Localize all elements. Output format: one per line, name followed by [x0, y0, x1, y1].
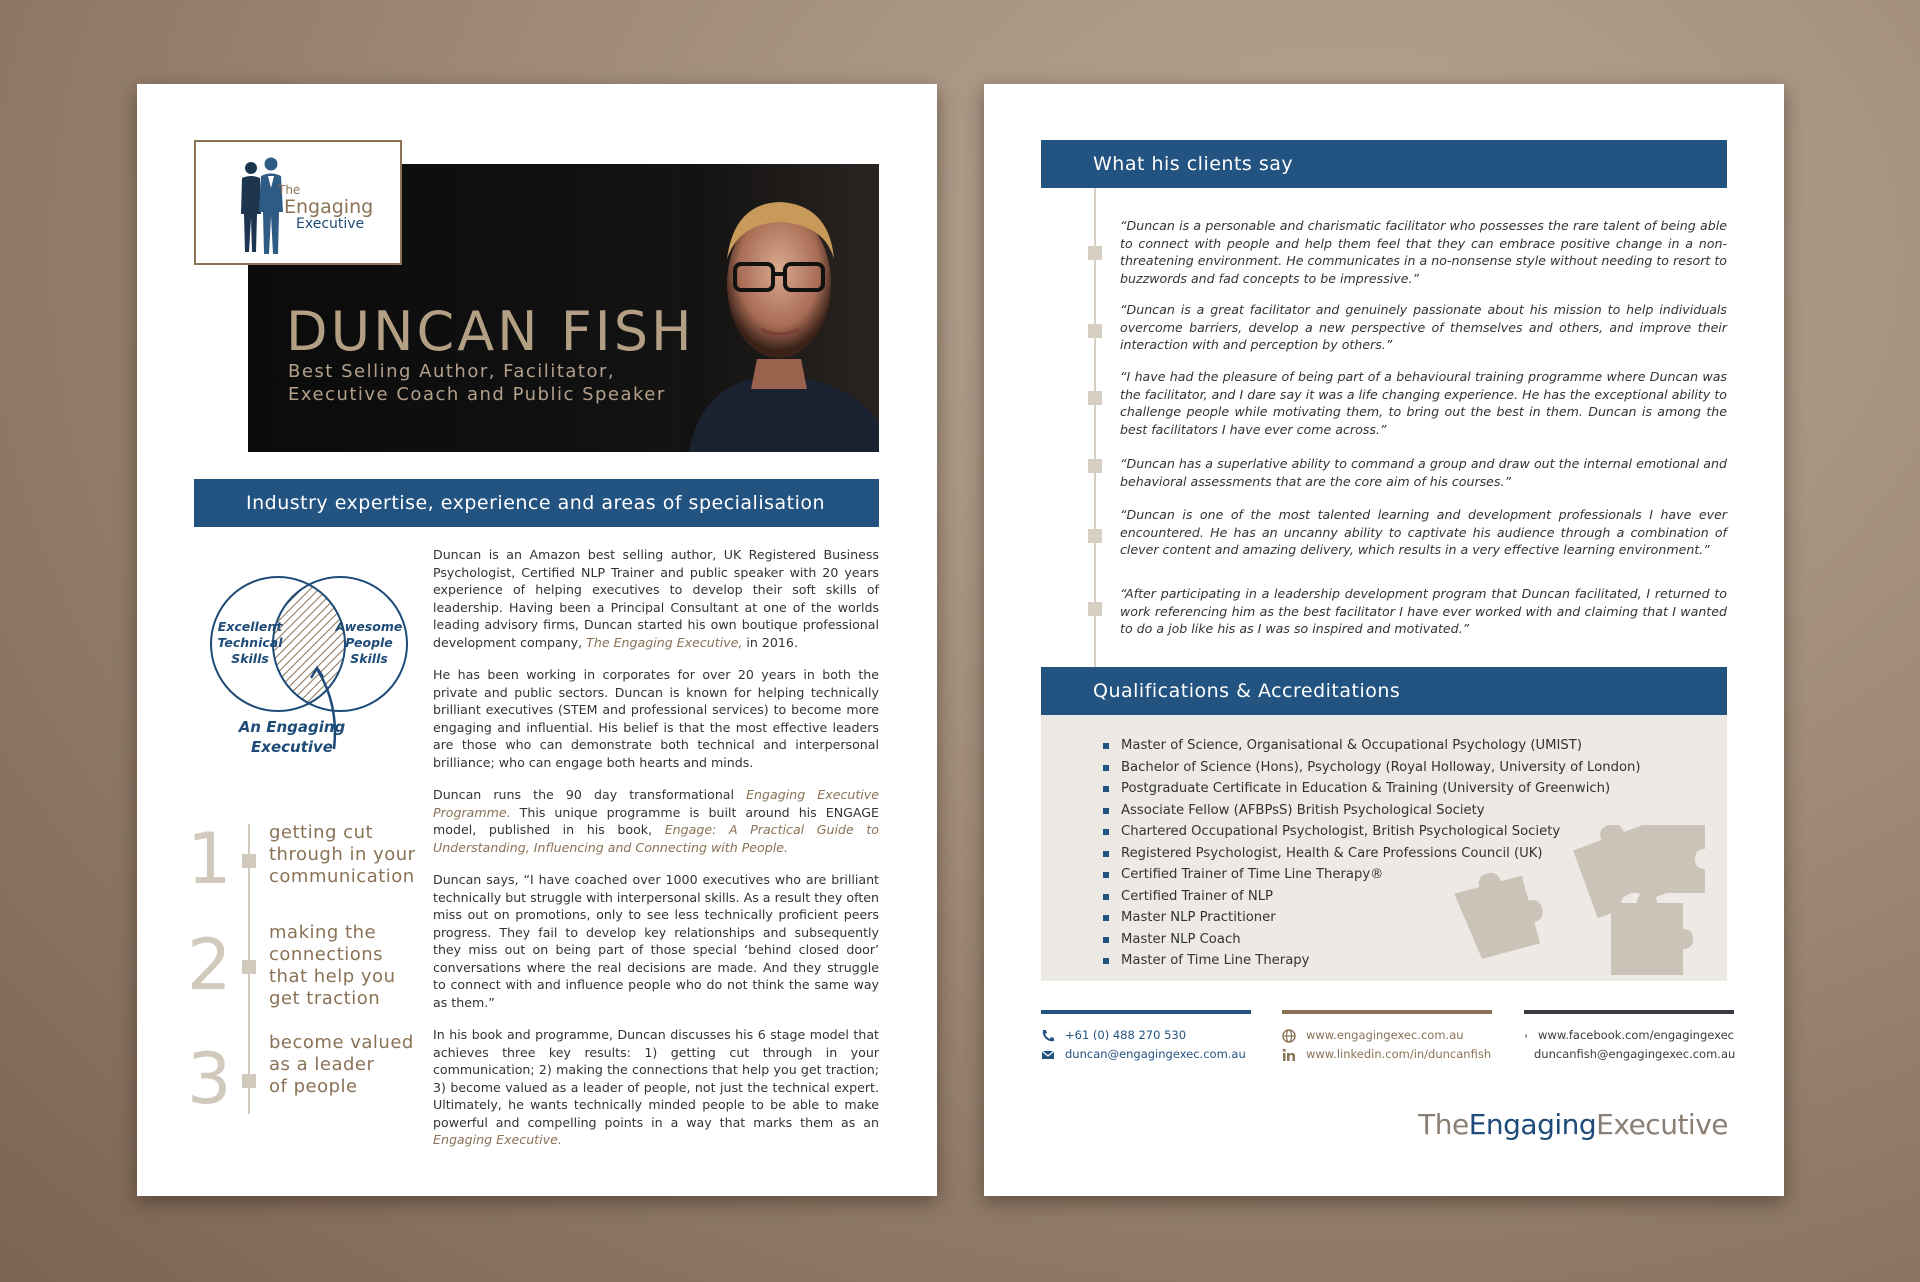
qualification-item: [1121, 757, 1641, 779]
bio-highlight: Engaging Executive.: [433, 1132, 562, 1147]
step-text-line: as a leader: [269, 1054, 375, 1075]
bullet-icon: [1103, 743, 1109, 749]
step-text: [269, 1032, 429, 1098]
contact-email[interactable]: [1041, 1045, 1251, 1064]
timeline-marker: [1088, 391, 1102, 405]
step-text-line: making the: [269, 922, 377, 943]
step-text-line: through in your: [269, 844, 416, 865]
qualifications-heading: Qualifications & Accreditations: [1041, 667, 1727, 715]
step-marker: [242, 960, 256, 974]
logo-word-executive: Executive: [296, 216, 365, 232]
contact-phone[interactable]: [1041, 1026, 1251, 1045]
qualification-text: Certified Trainer of NLP: [1121, 888, 1273, 904]
qualification-text: Postgraduate Certificate in Education & Training (University of Greenwich): [1121, 781, 1611, 796]
bio-text-run: Duncan runs the 90 day transformational: [433, 787, 747, 802]
timeline-marker: [1088, 246, 1102, 260]
contact-facebook[interactable]: [1524, 1026, 1734, 1045]
qualifications-panel: [1041, 715, 1727, 981]
venn-left-label-line: Skills: [231, 651, 269, 666]
testimonial-quote: “Duncan is a great facilitator and genuinely passionate about his mission to help individuals overcome barriers, develop a new perspective of themselves and others, and improve their interaction with and perception by others.”: [1120, 302, 1727, 352]
step-text-line: that help you: [269, 966, 396, 987]
phone-number: +61 (0) 488 270 530: [1065, 1028, 1187, 1042]
bullet-icon: [1103, 958, 1109, 964]
step-marker: [242, 1074, 256, 1088]
bullet-icon: [1103, 808, 1109, 814]
bio-highlight: Engaging Executive Programme.: [433, 787, 879, 820]
bio-paragraph: [433, 546, 879, 651]
step-number: 2: [187, 924, 232, 1006]
hero-subtitle-line: Best Selling Author, Facilitator,: [288, 361, 616, 382]
contact-linkedin[interactable]: [1282, 1045, 1492, 1064]
venn-left-label-line: Excellent: [217, 619, 283, 634]
footer-logo-word: Executive: [1596, 1108, 1728, 1141]
qualification-item: [1121, 843, 1641, 865]
timeline-marker: [1088, 324, 1102, 338]
qualification-item: [1121, 778, 1641, 800]
envelope-icon: [1041, 1048, 1055, 1062]
testimonials-heading: What his clients say: [1041, 140, 1727, 188]
brochure-page-back: [984, 84, 1784, 1196]
bio-text: [433, 546, 879, 1164]
bio-highlight: The Engaging Executive,: [586, 634, 743, 650]
qualification-text: Chartered Occupational Psychologist, British Psychological Society: [1121, 824, 1561, 839]
venn-caption-line: An Engaging: [238, 718, 346, 736]
step-text-line: communication: [269, 866, 415, 887]
bullet-icon: [1103, 894, 1109, 900]
footer-logo-word: The: [1418, 1108, 1469, 1141]
qualification-text: Associate Fellow (AFBPsS) British Psychological Society: [1121, 802, 1485, 818]
qualification-item: [1121, 735, 1641, 757]
qualification-item: [1121, 800, 1641, 822]
qualification-item: [1121, 886, 1641, 908]
footer-logo: [1418, 1108, 1728, 1141]
testimonial-quote: “Duncan has a superlative ability to command a group and draw out the internal emotional and behavioral assessments that are the core aim of his courses.”: [1120, 456, 1727, 489]
timeline-marker: [1088, 602, 1102, 616]
facebook-url: www.facebook.com/engagingexec: [1538, 1028, 1734, 1042]
qualification-text: Master of Science, Organisational & Occupational Psychology (UMIST): [1121, 738, 1583, 753]
step-text-line: become valued: [269, 1032, 414, 1053]
testimonial-quote: “I have had the pleasure of being part of a behavioural training programme where Duncan was the facilitator, and I dare say it was a life changing experience. He has the exceptional ability to challenge people while motivating them, to bring out the best in them. Duncan is among the best facilitators I have ever come across.”: [1120, 369, 1727, 437]
step-marker: [242, 854, 256, 868]
testimonial-quote: “After participating in a leadership development program that Duncan facilitated, I returned to work referencing him as the best facilitator I have ever worked with and claiming that I wanted to do a job like his as I was so inspired and motivated.”: [1120, 586, 1727, 636]
bullet-icon: [1103, 851, 1109, 857]
contact-divider: [1041, 1010, 1251, 1014]
qualification-text: Master NLP Practitioner: [1121, 910, 1276, 925]
qualification-text: Master NLP Coach: [1121, 931, 1241, 947]
bio-text-run: Duncan is an Amazon best selling author, UK Registered Business Psychologist, Certified NLP Trainer and public speaker with 20 years experience of helping executives to develop their soft skills of leadership. Having been a Principal Consultant at one of the worlds leading advisory firms, Duncan started his own boutique professional development company,: [433, 547, 879, 650]
timeline-marker: [1088, 529, 1102, 543]
step-text-line: connections: [269, 944, 384, 965]
step-text-line: of people: [269, 1076, 358, 1097]
bio-highlight: Engage: A Practical Guide to Understanding, Influencing and Connecting with People.: [433, 822, 879, 855]
bullet-icon: [1103, 937, 1109, 943]
venn-left-label-line: Technical: [217, 635, 283, 650]
qualification-text: Certified Trainer of Time Line Therapy®: [1121, 867, 1384, 882]
venn-right-label-line: People: [345, 635, 393, 650]
hero-subtitle-line: Executive Coach and Public Speaker: [288, 384, 666, 405]
step-text: [269, 922, 429, 1010]
step-text: [269, 822, 429, 888]
bio-text-run: In his book and programme, Duncan discusses his 6 stage model that achieves three key results: 1) getting cut through in your communication; 2) making the connections that help you get traction; 3) become valued as a leader of people, not just the technical expert. Ultimately, he wants technically minded people to be able to make powerful and compelling points in a way that marks them as an: [433, 1027, 879, 1130]
globe-icon: [1282, 1029, 1296, 1043]
contact-website[interactable]: [1282, 1026, 1492, 1045]
footer-logo-word: Engaging: [1468, 1108, 1597, 1141]
facebook-icon: [1524, 1029, 1528, 1043]
step-text-line: getting cut: [269, 822, 374, 843]
qualification-text: Master of Time Line Therapy: [1121, 953, 1310, 968]
qualification-item: [1121, 864, 1641, 886]
website-url: www.engagingexec.com.au: [1306, 1028, 1464, 1042]
qualification-item: [1121, 821, 1641, 843]
testimonial-quote: “Duncan is a personable and charismatic facilitator who possesses the rare talent of being able to connect with people and help them feel that they can embrace positive change in a non-threatening environment. He communicates in a no-nonsense style without needing to resort to buzzwords and fad concepts to be impressive.”: [1120, 218, 1727, 286]
venn-caption: [217, 717, 367, 757]
step-number: 3: [187, 1038, 232, 1120]
bio-text-run: in 2016.: [742, 634, 798, 650]
logo-word-engaging: Engaging: [284, 196, 374, 218]
linkedin-url: www.linkedin.com/in/duncanfish: [1306, 1047, 1492, 1061]
qualification-item: [1121, 950, 1641, 972]
linkedin-icon: [1282, 1048, 1296, 1062]
step-number: 1: [187, 818, 232, 900]
hero-subtitle: [288, 360, 668, 406]
contact-divider: [1524, 1010, 1734, 1014]
contact-twitter[interactable]: [1524, 1045, 1734, 1064]
venn-right-label-line: Skills: [350, 651, 388, 666]
phone-icon: [1041, 1029, 1055, 1043]
contact-group-social: [1524, 1010, 1734, 1064]
step-text-line: get traction: [269, 988, 381, 1009]
venn-right-label-line: Awesome: [335, 619, 403, 634]
qualification-text: Registered Psychologist, Health & Care Professions Council (UK): [1121, 845, 1543, 861]
engaging-executive-logo: [194, 140, 402, 265]
bullet-icon: [1103, 915, 1109, 921]
logo-word-the: The: [278, 183, 301, 197]
testimonial-quote: “Duncan is one of the most talented learning and development professionals I have ever encountered. He has an uncanny ability to captivate his audience through a combination of clever content and amazing delivery, which results in a very effective learning environment.”: [1120, 507, 1727, 557]
expertise-heading: Industry expertise, experience and areas of specialisation: [194, 479, 879, 527]
contact-group-direct: [1041, 1010, 1251, 1064]
qualifications-list: [1121, 735, 1641, 972]
bio-paragraph: [433, 786, 879, 856]
bullet-icon: [1103, 786, 1109, 792]
bullet-icon: [1103, 765, 1109, 771]
bio-paragraph: [433, 1026, 879, 1149]
contact-group-web: [1282, 1010, 1492, 1064]
venn-caption-line: Executive: [251, 738, 333, 756]
twitter-handle: duncanfish@engagingexec.com.au: [1534, 1047, 1736, 1061]
qualification-item: [1121, 929, 1641, 951]
bio-paragraph: He has been working in corporates for over 20 years in both the private and public sectors. Duncan is known for helping technically brilliant executives (STEM and professional services) to become more engaging and influential. His belief is that the most effective leaders are those who can demonstrate both technical and interpersonal brilliance; who can engage both hearts and minds.: [433, 667, 879, 770]
qualification-item: [1121, 907, 1641, 929]
portrait-photo: [679, 164, 879, 452]
hero-name: DUNCAN FISH: [286, 300, 695, 363]
qualification-text: Bachelor of Science (Hons), Psychology (Royal Holloway, University of London): [1121, 759, 1641, 775]
bio-paragraph: Duncan says, “I have coached over 1000 executives who are brilliant technically but struggle with interpersonal skills. As a result they often miss out on promotions, only to see less technically proficient peers progress. They fail to develop key relationships and subsequently they miss out on being part of those special ‘behind closed door’ conversations where the real decisions are made. And they struggle to connect with and influence people who do not think the same way as them.”: [433, 872, 879, 1010]
bio-text-run: This unique programme is built around his ENGAGE model, published in his book,: [433, 804, 879, 837]
email-address: duncan@engagingexec.com.au: [1065, 1047, 1246, 1061]
timeline-marker: [1088, 459, 1102, 473]
brochure-page-front: [137, 84, 937, 1196]
bullet-icon: [1103, 872, 1109, 878]
contact-divider: [1282, 1010, 1492, 1014]
bullet-icon: [1103, 829, 1109, 835]
